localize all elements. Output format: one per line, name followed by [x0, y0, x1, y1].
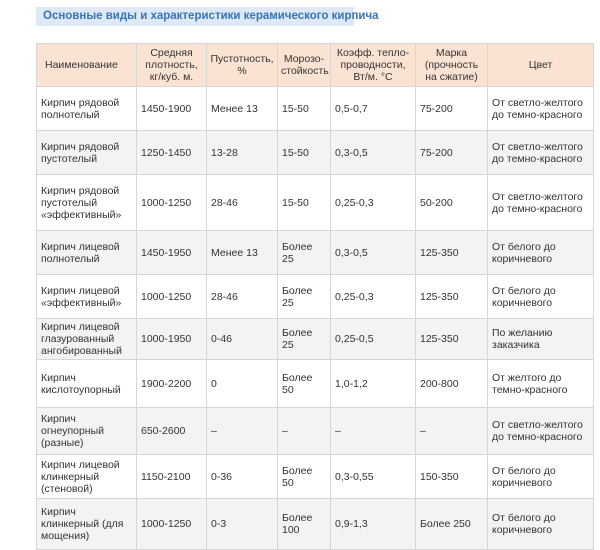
- cell-frost: 15-50: [278, 131, 331, 175]
- cell-voidness: Менее 13: [207, 87, 278, 131]
- cell-name: Кирпич клинкерный (для мощения): [37, 499, 137, 550]
- cell-voidness: 0-3: [207, 499, 278, 550]
- cell-name: Кирпич огнеупорный (разные): [37, 408, 137, 455]
- cell-density: 1150-2100: [137, 455, 207, 499]
- cell-grade: Более 250: [416, 499, 488, 550]
- cell-name: Кирпич лицевой «эффективный»: [37, 275, 137, 319]
- cell-frost: Более 25: [278, 231, 331, 275]
- cell-color: От светло-желтого до темно-красного: [488, 175, 594, 231]
- cell-grade: 75-200: [416, 87, 488, 131]
- table-row: [37, 319, 594, 360]
- cell-grade: –: [416, 408, 488, 455]
- cell-conductivity: 0,25-0,3: [331, 175, 416, 231]
- cell-name: Кирпич рядовой пустотелый: [37, 131, 137, 175]
- cell-name: Кирпич лицевой клинкерный (стеновой): [37, 455, 137, 499]
- cell-name: Кирпич рядовой пустотелый «эффективный»: [37, 175, 137, 231]
- cell-color: По желанию заказчика: [488, 319, 594, 360]
- cell-density: 1000-1250: [137, 175, 207, 231]
- table-row: [37, 455, 594, 499]
- cell-color: От белого до коричневого: [488, 455, 594, 499]
- cell-density: 1000-1250: [137, 499, 207, 550]
- header-density: Средняя плотность, кг/куб. м.: [137, 44, 207, 87]
- cell-density: 1000-1250: [137, 275, 207, 319]
- cell-frost: 15-50: [278, 175, 331, 231]
- cell-conductivity: 0,3-0,5: [331, 231, 416, 275]
- cell-voidness: 28-46: [207, 175, 278, 231]
- cell-voidness: 28-46: [207, 275, 278, 319]
- cell-frost: Более 25: [278, 275, 331, 319]
- cell-voidness: 13-28: [207, 131, 278, 175]
- table-row: [37, 87, 594, 131]
- cell-grade: 125-350: [416, 275, 488, 319]
- cell-voidness: 0-46: [207, 319, 278, 360]
- cell-grade: 200-800: [416, 360, 488, 408]
- cell-grade: 50-200: [416, 175, 488, 231]
- table-row: [37, 175, 594, 231]
- cell-frost: –: [278, 408, 331, 455]
- cell-frost: Более 50: [278, 455, 331, 499]
- header-grade: Марка (прочность на сжатие): [416, 44, 488, 87]
- header-name: Наименование: [37, 44, 137, 87]
- cell-name: Кирпич кислотоупорный: [37, 360, 137, 408]
- cell-conductivity: 1,0-1,2: [331, 360, 416, 408]
- cell-frost: 15-50: [278, 87, 331, 131]
- cell-conductivity: 0,25-0,5: [331, 319, 416, 360]
- cell-color: От светло-желтого до темно-красного: [488, 87, 594, 131]
- cell-conductivity: 0,25-0,3: [331, 275, 416, 319]
- table-row: [37, 131, 594, 175]
- cell-density: 1000-1950: [137, 319, 207, 360]
- cell-color: От белого до коричневого: [488, 499, 594, 550]
- cell-frost: Более 50: [278, 360, 331, 408]
- cell-conductivity: 0,9-1,3: [331, 499, 416, 550]
- cell-name: Кирпич лицевой глазурованный ангобированный: [37, 319, 137, 360]
- table-row: [37, 408, 594, 455]
- cell-grade: 150-350: [416, 455, 488, 499]
- cell-conductivity: 0,5-0,7: [331, 87, 416, 131]
- cell-color: От светло-желтого до темно-красного: [488, 131, 594, 175]
- cell-density: 650-2600: [137, 408, 207, 455]
- table-row: [37, 360, 594, 408]
- cell-grade: 125-350: [416, 231, 488, 275]
- table-row: [37, 499, 594, 550]
- cell-density: 1250-1450: [137, 131, 207, 175]
- cell-color: От белого до коричневого: [488, 231, 594, 275]
- cell-voidness: Менее 13: [207, 231, 278, 275]
- cell-conductivity: –: [331, 408, 416, 455]
- header-voidness: Пустотность, %: [207, 44, 278, 87]
- cell-grade: 75-200: [416, 131, 488, 175]
- cell-frost: Более 25: [278, 319, 331, 360]
- cell-conductivity: 0,3-0,55: [331, 455, 416, 499]
- brick-characteristics-table: [36, 43, 594, 550]
- cell-conductivity: 0,3-0,5: [331, 131, 416, 175]
- cell-voidness: 0: [207, 360, 278, 408]
- cell-voidness: 0-36: [207, 455, 278, 499]
- header-conductivity: Коэфф. тепло-проводности, Вт/м. °С: [331, 44, 416, 87]
- table-title: Основные виды и характеристики керамического кирпича: [36, 7, 354, 26]
- cell-color: От белого до коричневого: [488, 275, 594, 319]
- table-row: [37, 275, 594, 319]
- cell-grade: 125-350: [416, 319, 488, 360]
- cell-density: 1450-1900: [137, 87, 207, 131]
- cell-color: От светло-желтого до темно-красного: [488, 408, 594, 455]
- header-color: Цвет: [488, 44, 594, 87]
- cell-density: 1450-1950: [137, 231, 207, 275]
- header-frost: Морозо-стойкость: [278, 44, 331, 87]
- table-header-row: [37, 44, 594, 87]
- table-row: [37, 231, 594, 275]
- cell-name: Кирпич лицевой полнотелый: [37, 231, 137, 275]
- cell-frost: Более 100: [278, 499, 331, 550]
- cell-density: 1900-2200: [137, 360, 207, 408]
- cell-name: Кирпич рядовой полнотелый: [37, 87, 137, 131]
- cell-color: От желтого до темно-красного: [488, 360, 594, 408]
- cell-voidness: –: [207, 408, 278, 455]
